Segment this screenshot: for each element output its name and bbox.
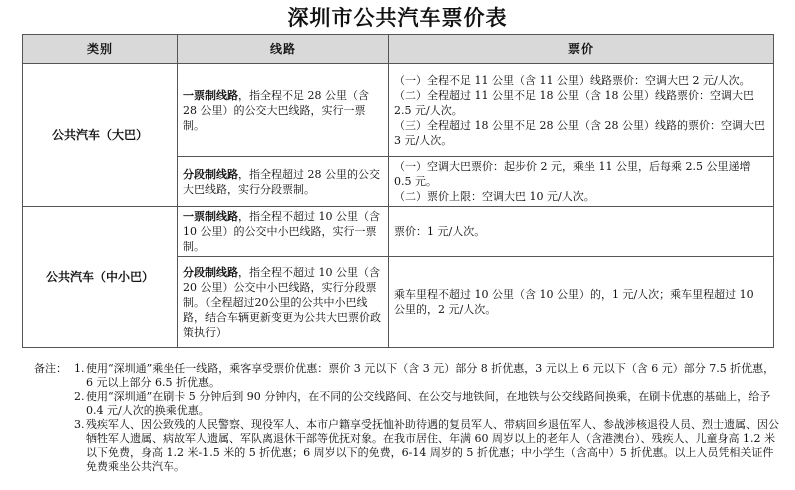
- note-number: 1.: [74, 362, 85, 375]
- note-text: 使用“深圳通”在刷卡 5 分钟后到 90 分钟内，在不同的公交线路间、在公交与地铁间，在地铁与公交线路间换乘，在刷卡优惠的基础上，给予 0.4 元/人次的换乘优惠。: [86, 390, 771, 417]
- route-desc: ，指全程不足 28 公里（含 28 公里）的公交大巴线路，实行一票制。: [183, 88, 369, 132]
- page-title: 深圳市公共汽车票价表: [287, 6, 508, 30]
- fare-small-segmented: 乘车里程不超过 10 公里（含 10 公里）的，1 元/人次；乘车里程超过 10 公里的，2 元/人次。: [389, 257, 774, 348]
- notes-section: [34, 362, 779, 474]
- table-header-row: [23, 35, 774, 64]
- fare-table: [22, 34, 774, 348]
- route-label: 一票制线路: [183, 210, 238, 223]
- table-row: [23, 64, 774, 157]
- route-small-single: [178, 207, 389, 257]
- route-desc: ，指全程不超过 10 公里（含 20 公里）公交中小巴线路，实行分段票制。（全程超过20公里的公共中小巴线路，结合车辆更新变更为公共大巴票价政策执行）: [183, 265, 381, 339]
- note-number: 2.: [74, 390, 85, 403]
- fare-large-single: [389, 64, 774, 157]
- category-small-bus: 公共汽车（中小巴）: [23, 207, 178, 348]
- fare-line: （三）全程超过 18 公里不足 28 公里（含 28 公里）线路的票价：空调大巴 3 元/人次。: [394, 118, 765, 147]
- note-text: 残疾军人、因公致残的人民警察、现役军人、本市户籍享受抚恤补助待遇的复员军人、带病回乡退伍军人、参战涉核退役人员、烈士遗属、因公牺牲军人遗属、病故军人遗属、军队离退休干部等优抚对象。在我市居住、年满 60 周岁以上的老年人（含港澳台）、残疾人、儿童身高 1.2 米以下免费，身高 1.2 米-1.5 米的 5 折优惠；6 周岁以下的免费，6-14 周岁的 5 折优惠；中小学生（含高中）5 折优惠。以上人员凭相关证件免费乘坐公共汽车。: [86, 418, 779, 473]
- route-small-segmented: [178, 257, 389, 348]
- table-row: [23, 207, 774, 257]
- header-route: 线路: [178, 35, 389, 64]
- fare-line: （一）全程不足 11 公里（含 11 公里）线路票价：空调大巴 2 元/人次。: [394, 73, 751, 87]
- header-category: 类别: [23, 35, 178, 64]
- route-large-single: [178, 64, 389, 157]
- route-label: 分段制线路: [183, 265, 238, 279]
- route-large-segmented: [178, 157, 389, 207]
- route-label: 分段制线路: [183, 167, 238, 181]
- route-label: 一票制线路: [183, 88, 238, 102]
- note-number: 3.: [74, 418, 85, 431]
- note-item: [34, 390, 779, 418]
- note-item: [34, 362, 779, 390]
- fare-line: （二）票价上限：空调大巴 10 元/人次。: [394, 190, 595, 203]
- category-large-bus: 公共汽车（大巴）: [23, 64, 178, 207]
- notes-prefix: 备注：: [34, 362, 67, 375]
- note-text: 使用“深圳通”乘坐任一线路，乘客享受票价优惠：票价 3 元以下（含 3 元）部分 8 折优惠，3 元以上 6 元以下（含 6 元）部分 7.5 折优惠，6 元以上部分 6.5 折优惠。: [86, 362, 775, 389]
- fare-large-segmented: [389, 157, 774, 207]
- note-item: [34, 418, 779, 474]
- fare-line: （二）全程超过 11 公里不足 18 公里（含 18 公里）线路票价：空调大巴 2.5 元/人次。: [394, 88, 754, 117]
- route-desc: ，指全程超过 28 公里的公交大巴线路，实行分段票制。: [183, 167, 380, 196]
- route-desc: ，指全程不超过 10 公里（含 10 公里）的公交中小巴线路，实行一票制。: [183, 210, 380, 253]
- header-fare: 票价: [389, 35, 774, 64]
- fare-line: （一）空调大巴票价：起步价 2 元，乘坐 11 公里，后每乘 2.5 公里递增 0.5 元。: [394, 160, 751, 188]
- fare-small-single: 票价：1 元/人次。: [389, 207, 774, 257]
